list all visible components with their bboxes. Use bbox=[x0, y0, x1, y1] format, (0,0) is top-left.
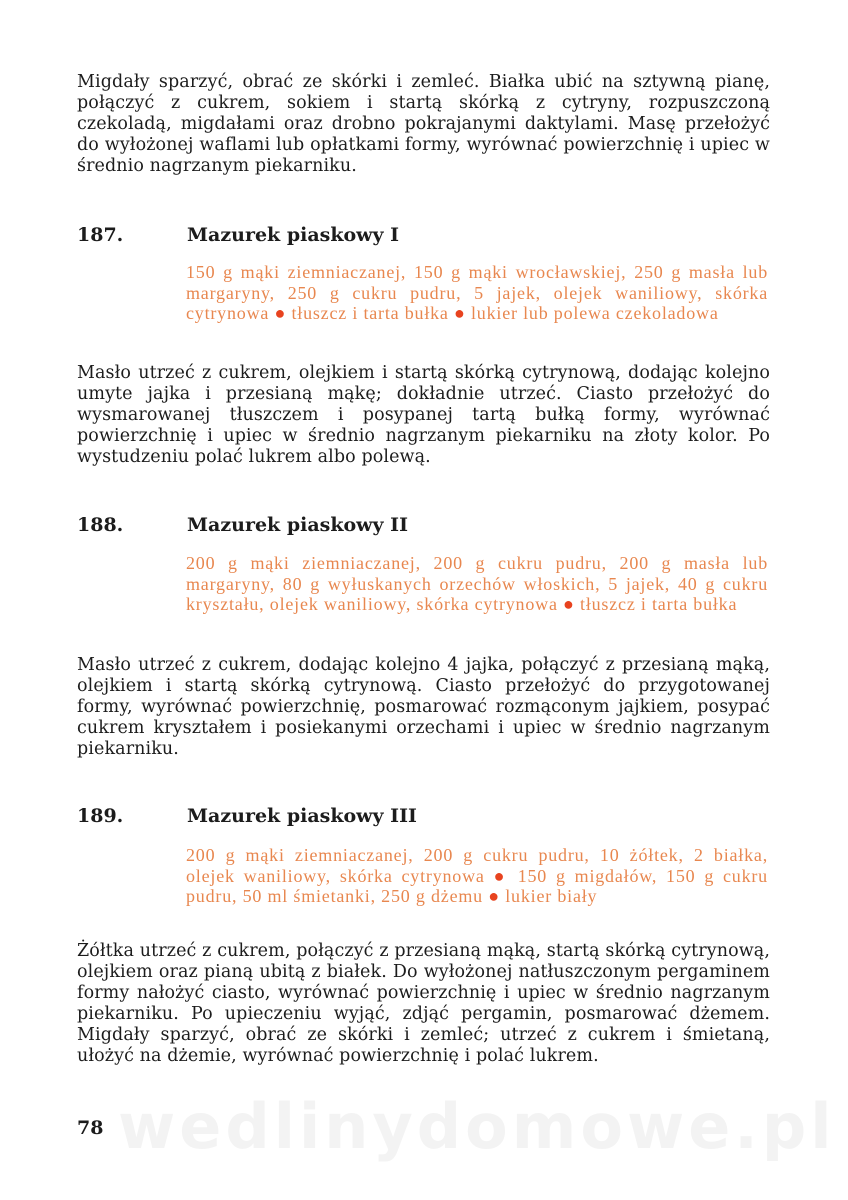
recipe-number: 189. bbox=[77, 805, 124, 827]
bullet-separator: ● bbox=[563, 594, 575, 614]
recipe-ingredients: 200 g mąki ziemniaczanej, 200 g cukru pudru, 10 żółtek, 2 białka, olejek waniliowy, skórka cytrynowa ● 150 g migdałów, 150 g cukru pudru, 50 ml śmietanki, 250 g dżemu ● lukier biały bbox=[186, 845, 768, 906]
bullet-separator: ● bbox=[493, 865, 509, 886]
recipe-ingredients: 200 g mąki ziemniaczanej, 200 g cukru pudru, 200 g masła lub margaryny, 80 g wyłuskanych orzechów włoskich, 5 jajek, 40 g cukru kryształu, olejek waniliowy, skórka cytrynowa ● tłuszcz i tarta bułka bbox=[186, 553, 768, 614]
recipe-title: Mazurek piaskowy I bbox=[187, 224, 400, 246]
recipe-number: 187. bbox=[77, 224, 124, 246]
recipe-method: Masło utrzeć z cukrem, olejkiem i startą skórką cytrynową, dodając kolejno umyte jajka i przesianą mąkę; dokładnie utrzeć. Ciasto przełożyć do wysmarowanej tłuszczem i posypanej tartą bułką formy, wyrównać powierzchnię i upiec w średnio nagrzanym piekarniku na złoty kolor. Po wystudzeniu polać lukrem albo polewą. bbox=[77, 363, 770, 467]
recipe-method: Masło utrzeć z cukrem, dodając kolejno 4 jajka, połączyć z przesianą mąką, olejkiem i startą skórką cytrynową. Ciasto przełożyć do przygotowanej formy, wyrównać powierzchnię, posmarować rozmąconym jajkiem, posypać cukrem kryształem i posiekanymi orzechami i upiec w średnio nagrzanym piekarniku. bbox=[77, 655, 770, 759]
watermark: wedlinydomowe.pl bbox=[118, 1090, 836, 1163]
recipe-ingredients: 150 g mąki ziemniaczanej, 150 g mąki wrocławskiej, 250 g masła lub margaryny, 250 g cukru pudru, 5 jajek, olejek waniliowy, skórka cytrynowa ● tłuszcz i tarta bułka ● lukier lub polewa czekoladowa bbox=[186, 262, 768, 323]
bullet-separator: ● bbox=[488, 886, 500, 906]
bullet-separator: ● bbox=[274, 303, 287, 323]
intro-paragraph: Migdały sparzyć, obrać ze skórki i zemleć. Białka ubić na sztywną pianę, połączyć z cukrem, sokiem i startą skórką z cytryny, rozpuszczoną czekoladą, migdałami oraz drobno pokrajanymi daktylami. Masę przełożyć do wyłożonej waflami lub opłatkami formy, wyrównać powierzchnię i upiec w średnio nagrzanym piekarniku. bbox=[77, 72, 770, 176]
recipe-method: Żółtka utrzeć z cukrem, połączyć z przesianą mąką, startą skórką cytrynową, olejkiem oraz pianą ubitą z białek. Do wyłożonej natłuszczonym pergaminem formy nałożyć ciasto, wyrównać powierzchnię i upiec w średnio nagrzanym piekarniku. Po upieczeniu wyjąć, zdjąć pergamin, posmarować dżemem. Migdały sparzyć, obrać ze skórki i zemleć; utrzeć z cukrem i śmietaną, ułożyć na dżemie, wyrównać powierzchnię i polać lukrem. bbox=[77, 941, 770, 1066]
recipe-title: Mazurek piaskowy II bbox=[187, 514, 408, 536]
page-number: 78 bbox=[77, 1117, 104, 1139]
recipe-number: 188. bbox=[77, 514, 124, 536]
recipe-title: Mazurek piaskowy III bbox=[187, 805, 417, 827]
bullet-separator: ● bbox=[454, 303, 466, 323]
